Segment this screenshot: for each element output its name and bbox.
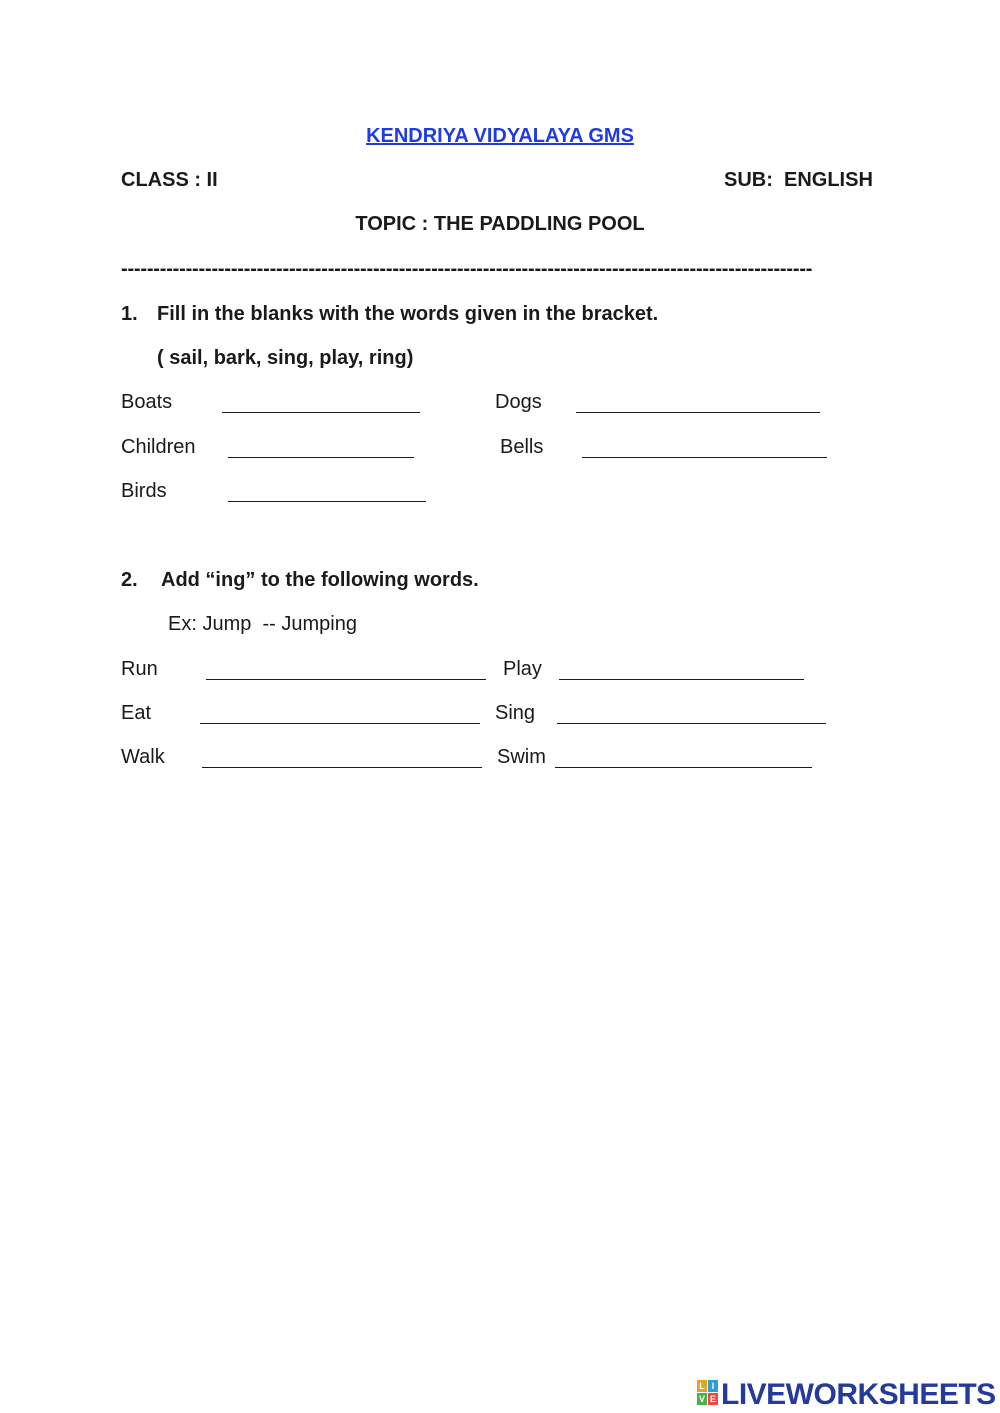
q2-example: Ex: Jump -- Jumping [168,613,357,635]
logo-letter-v: V [698,1394,705,1404]
logo-letter-l: L [697,1380,707,1392]
separator-line: ----------------------------------------------------------------------------------------------------------- [121,259,813,279]
class-label: CLASS : II [121,169,218,191]
q1-instruction: Fill in the blanks with the words given in the bracket. [157,303,659,325]
q1-blank-birds[interactable] [228,501,426,502]
q2-number: 2. [121,569,138,591]
q2-item-walk: Walk [121,746,165,768]
q2-item-sing: Sing [495,702,536,724]
topic-title: TOPIC : THE PADDLING POOL [355,213,645,235]
liveworksheets-logo-icon [697,1380,719,1406]
q1-item-dogs: Dogs [495,391,542,413]
q1-item-boats: Boats [121,391,173,413]
q2-blank-eat[interactable] [200,723,480,724]
q2-item-run: Run [121,658,158,680]
q1-blank-children[interactable] [228,457,414,458]
q2-item-swim: Swim [497,746,546,768]
q1-number: 1. [121,303,138,325]
school-title[interactable]: KENDRIYA VIDYALAYA GMS [366,125,634,147]
q2-item-eat: Eat [121,702,152,724]
q2-instruction: Add “ing” to the following words. [161,569,479,591]
q1-item-children: Children [121,436,196,458]
logo-letter-i: I [708,1380,718,1392]
q2-item-play: Play [503,658,542,680]
q2-blank-run[interactable] [206,679,486,680]
liveworksheets-logo-text: LIVEWORKSHEETS [721,1378,996,1411]
q2-blank-swim[interactable] [555,767,812,768]
logo-letter-e: E [709,1394,716,1404]
q1-blank-boats[interactable] [222,412,420,413]
q1-item-birds: Birds [121,480,167,502]
subject-label: SUB: ENGLISH [724,169,873,191]
q2-blank-sing[interactable] [557,723,826,724]
q2-blank-walk[interactable] [202,767,482,768]
q2-blank-play[interactable] [559,679,804,680]
q1-word-bank: ( sail, bark, sing, play, ring) [157,347,414,369]
q1-blank-bells[interactable] [582,457,827,458]
q1-item-bells: Bells [500,436,544,458]
q1-blank-dogs[interactable] [576,412,820,413]
